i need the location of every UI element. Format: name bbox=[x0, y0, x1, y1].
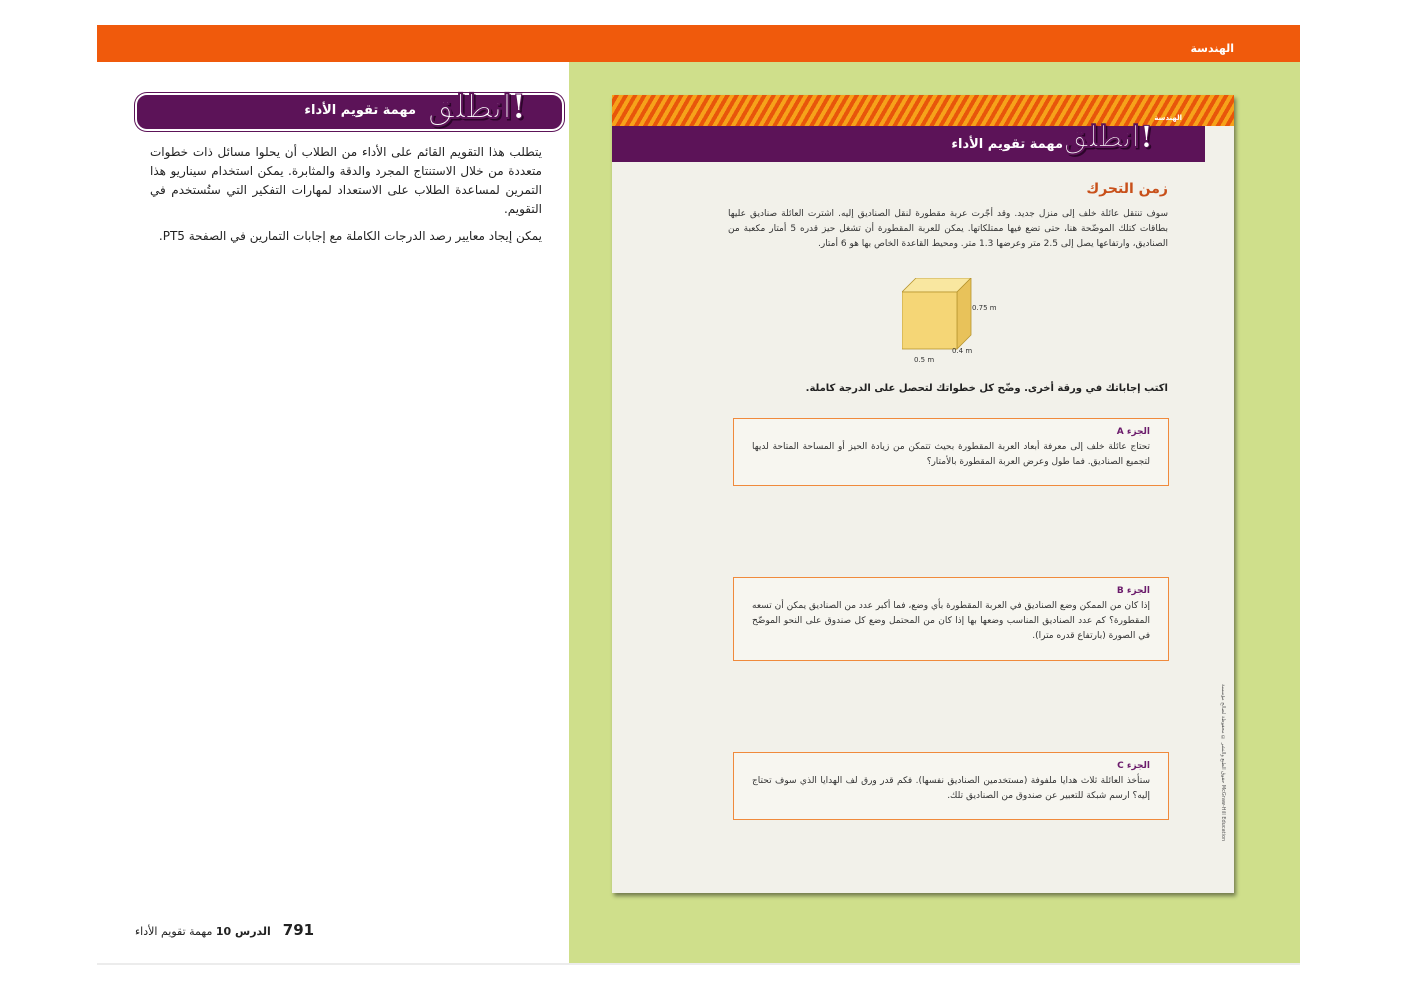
part-b-label: الجزء B bbox=[1116, 586, 1150, 596]
go-banner bbox=[135, 87, 564, 131]
go-logo: انطلق! bbox=[427, 87, 526, 126]
top-header-bar bbox=[97, 25, 1300, 62]
footer-lesson: الدرس 10 مهمة تقويم الأداء bbox=[135, 925, 271, 938]
part-c-label: الجزء C bbox=[1117, 761, 1150, 771]
preview-banner-title: مهمة تقويم الأداء bbox=[951, 137, 1063, 152]
part-a-box bbox=[733, 418, 1169, 486]
box-height-label: 0.75 m bbox=[972, 304, 997, 312]
box-illustration bbox=[902, 278, 1012, 372]
part-b-text: إذا كان من الممكن وضع الصناديق في العربة المقطورة بأي وضع، فما أكبر عدد من الصناديق يمكن أن تسعه المقطورة؟ كم عدد الصناديق المناسب وضعها بها إذا كان من المحتمل وضع كل صندوق على النحو الموضّح في الصورة (بارتفاع قدره مترا). bbox=[752, 601, 1150, 641]
part-c-box bbox=[733, 752, 1169, 820]
student-page-preview bbox=[612, 95, 1234, 893]
copyright-notice: حقوق الطبع والنشر © محفوظة لصالح مؤسسة McGraw-Hill Education bbox=[1220, 684, 1226, 842]
preview-banner bbox=[612, 120, 1205, 162]
page-number: 791 bbox=[282, 921, 315, 939]
part-a-label: الجزء A bbox=[1116, 427, 1150, 437]
teacher-note: يتطلب هذا التقويم القائم على الأداء من الطلاب أن يحلوا مسائل ذات خطوات متعددة من خلال الاستنتاج المجرد والدقة والمثابرة. يمكن استخدام سيناريو هذا التمرين لمساعدة الطلاب على الاستعداد لمهارات التفكير التي ستُستخدم في التقويم. bbox=[150, 145, 542, 216]
instruction-text: اكتب إجاباتك في ورقة أخرى. وضّح كل خطواتك لتحصل على الدرجة كاملة. bbox=[805, 383, 1168, 394]
banner-title: مهمة تقويم الأداء bbox=[304, 103, 416, 118]
preview-subject-label: الهندسة bbox=[1154, 114, 1182, 122]
bottom-divider bbox=[97, 963, 1300, 965]
part-a-text: تحتاج عائلة خلف إلى معرفة أبعاد العربة المقطورة بحيث تتمكن من زيادة الحيز أو المساحة المتاحة لديها لتجميع الصناديق. فما طول وعرض العربة المقطورة بالأمتار؟ bbox=[752, 442, 1150, 467]
box-width-label: 0.4 m bbox=[952, 347, 973, 355]
subject-label: الهندسة bbox=[1190, 42, 1234, 55]
box-length-label: 0.5 m bbox=[914, 356, 935, 364]
task-heading: زمن التحرك bbox=[1086, 181, 1168, 197]
preview-go-logo: انطلق! bbox=[1063, 120, 1153, 155]
part-b-box bbox=[733, 577, 1169, 661]
scoring-note: يمكن إيجاد معايير رصد الدرجات الكاملة مع إجابات التمارين في الصفحة PT5. bbox=[158, 229, 542, 243]
page-footer bbox=[135, 921, 314, 939]
task-intro: سوف تنتقل عائلة خلف إلى منزل جديد. وقد أجّرت عربة مقطورة لنقل الصناديق إليه. اشترت العائلة صناديق عليها بطاقات كتلك الموضّحة هنا، حتى تضع فيها ممتلكاتها. يمكن للعربة المقطورة أن تشغل حيز قدره 5 أمتار مكعبة من الصناديق، وارتفاعها يصل إلى 2.5 متر وعرضها 1.3 متر. ومحيط القاعدة الخاص بها هو 6 أمتار. bbox=[728, 209, 1168, 249]
part-c-text: ستأخذ العائلة ثلاث هدايا ملفوفة (مستخدمين الصناديق نفسها). فكم قدر ورق لف الهدايا الذي سوف تحتاج إليه؟ ارسم شبكة للتعبير عن صندوق من الصناديق تلك. bbox=[752, 776, 1150, 801]
